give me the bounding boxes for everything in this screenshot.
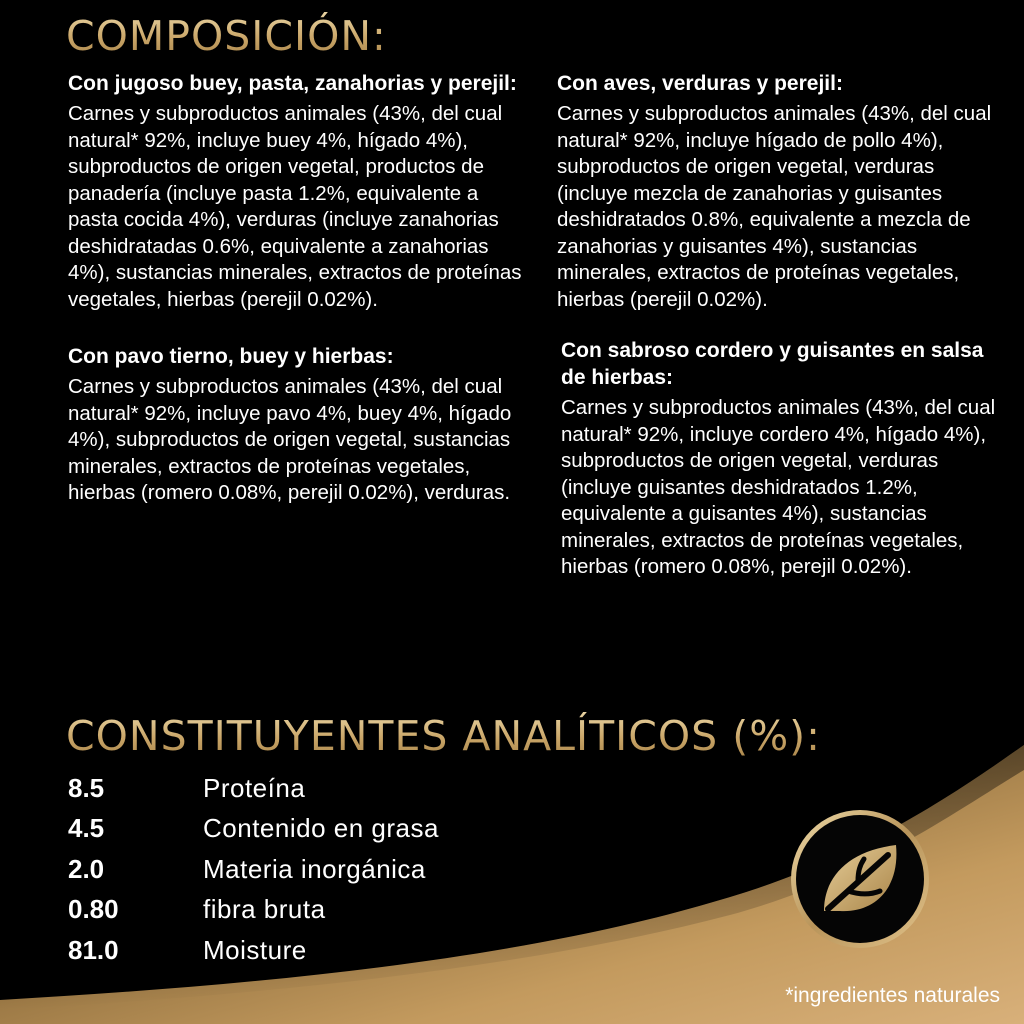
analytical-constituents-table <box>68 768 439 971</box>
constituent-value: 81.0 <box>68 934 119 965</box>
constituent-label: Proteína <box>203 772 306 803</box>
composition-section-poultry-vegetables <box>557 70 997 313</box>
constituent-value: 8.5 <box>68 772 105 803</box>
table-row <box>68 890 439 931</box>
section-body: Carnes y subproductos animales (43%, del cual natural* 92%, incluye buey 4%, hígado 4%), subproductos de origen vegetal, productos de panadería (incluye pasta 1.2%, equivalente a pasta cocida 4%), verduras (incluye zanahorias deshidratadas 0.6%, equivalente a zanahorias 4%), sustancias minerales, extractos de proteínas vegetales, hierbas (perejil 0.02%). <box>68 102 522 311</box>
composition-section-turkey-beef <box>68 343 528 507</box>
constituent-label: Moisture <box>203 934 307 965</box>
section-body: Carnes y subproductos animales (43%, del cual natural* 92%, incluye hígado de pollo 4%), subproductos de origen vegetal, verduras (incluye mezcla de zanahorias y guisantes deshidratados 0.8%, equivalente a mezcla de zanahorias y guisantes 4%), sustancias minerales, extractos de proteínas vegetales, hierbas (perejil 0.02%). <box>557 102 992 311</box>
constituent-value: 0.80 <box>68 894 119 925</box>
table-row <box>68 809 439 850</box>
table-row <box>68 768 439 809</box>
section-heading: Con pavo tierno, buey y hierbas: <box>68 345 394 368</box>
constituent-value: 4.5 <box>68 813 105 844</box>
section-body: Carnes y subproductos animales (43%, del cual natural* 92%, incluye cordero 4%, hígado 4%), subproductos de origen vegetal, verduras (incluye guisantes deshidratados 1.2%, equivalente a guisantes 4%), sustancias minerales, extractos de proteínas vegetales, hierbas (romero 0.08%, perejil 0.02%). <box>561 396 996 578</box>
leaf-icon <box>788 807 932 951</box>
constituent-label: Materia inorgánica <box>203 853 426 884</box>
composition-title: COMPOSICIÓN: <box>66 12 387 60</box>
constituent-label: Contenido en grasa <box>203 813 439 844</box>
analytical-constituents-title: CONSTITUYENTES ANALÍTICOS (%): <box>66 712 821 760</box>
table-row <box>68 849 439 890</box>
composition-right-column <box>557 70 997 581</box>
section-body: Carnes y subproductos animales (43%, del cual natural* 92%, incluye pavo 4%, buey 4%, hígado 4%), subproductos de origen vegetal, sustancias minerales, extractos de proteínas vegetales, hierbas (romero 0.08%, perejil 0.02%), verduras. <box>68 375 512 504</box>
table-row <box>68 930 439 971</box>
composition-section-lamb-peas <box>557 337 997 581</box>
section-heading: Con jugoso buey, pasta, zanahorias y perejil: <box>68 72 517 95</box>
section-heading: Con sabroso cordero y guisantes en salsa de hierbas: <box>561 339 984 389</box>
footnote: *ingredientes naturales <box>785 984 1000 1007</box>
constituent-value: 2.0 <box>68 853 105 884</box>
constituent-label: fibra bruta <box>203 894 326 925</box>
composition-left-column <box>68 70 528 507</box>
composition-section-beef-pasta <box>68 70 528 313</box>
section-heading: Con aves, verduras y perejil: <box>557 72 843 95</box>
